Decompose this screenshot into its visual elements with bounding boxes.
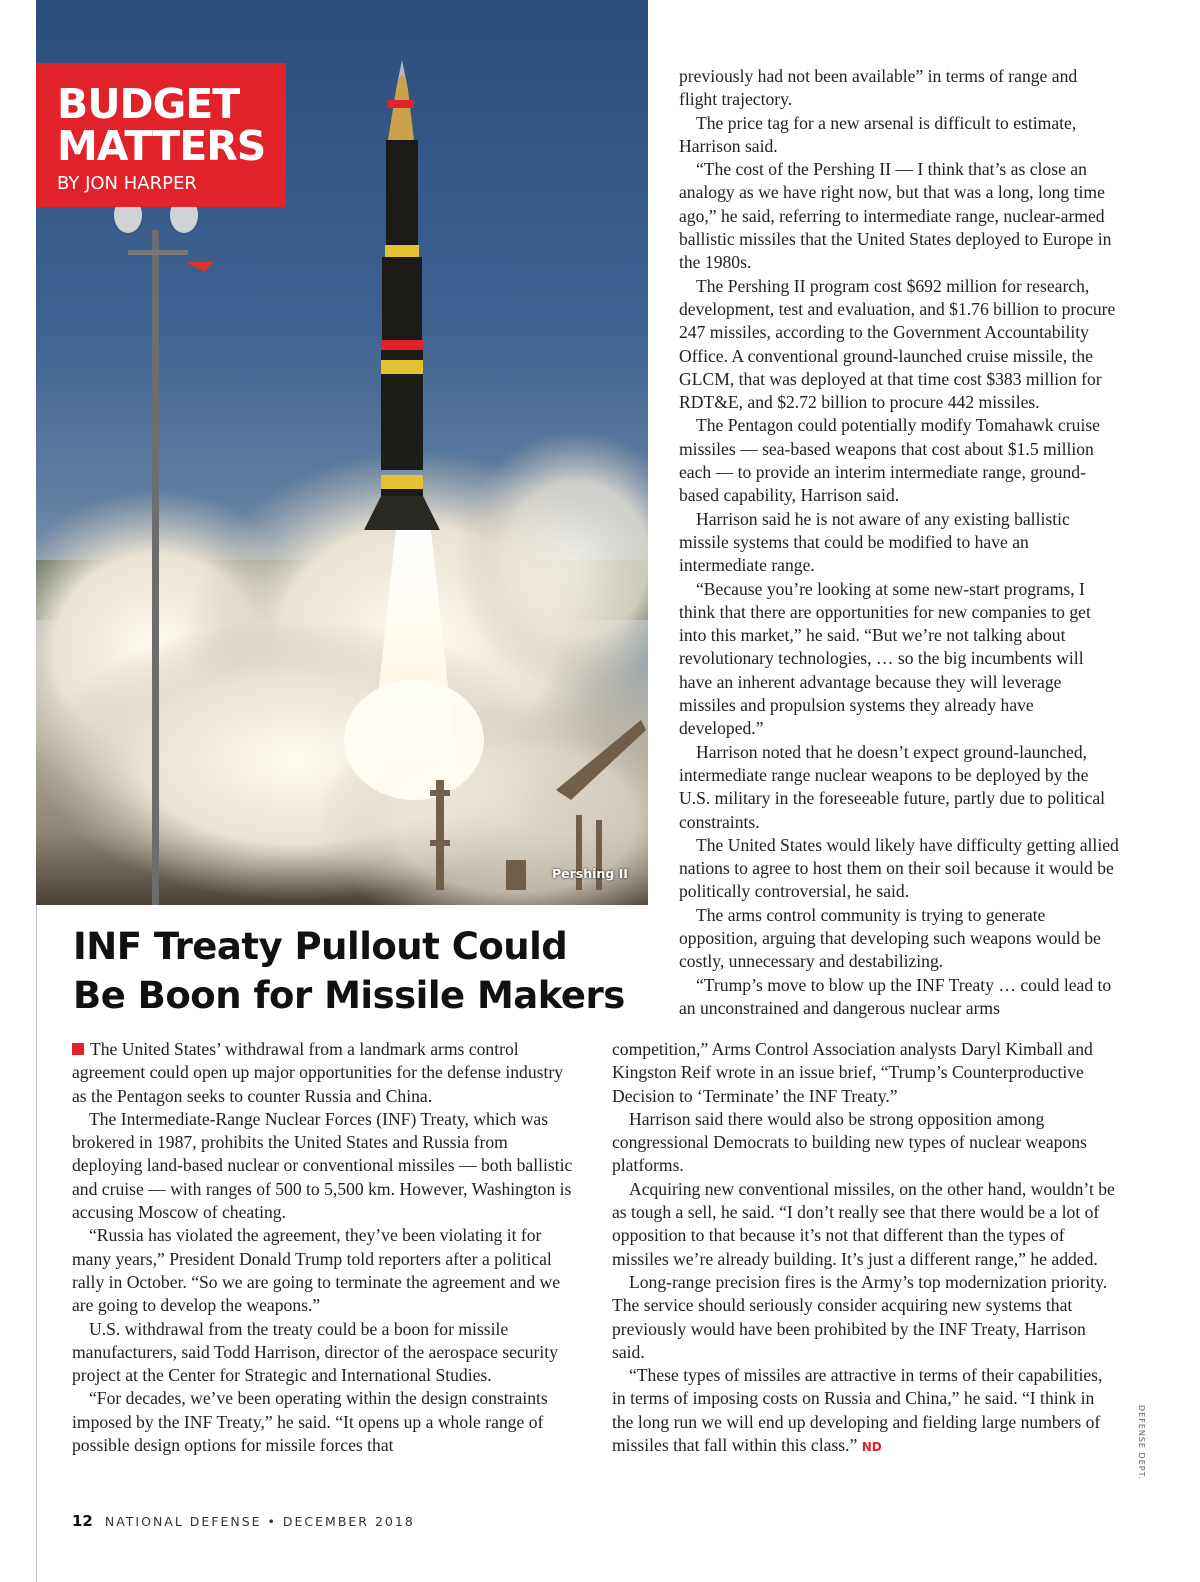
paragraph: competition,” Arms Control Association analysts Daryl Kimball and Kingston Reif wrote in an issue brief, “Trump’s Counterproductive Decision to ‘Terminate’ the INF Treaty.” xyxy=(612,1039,1093,1106)
paragraph: Harrison said he is not aware of any existing ballistic missile systems that could be modified to have an intermediate range. xyxy=(679,508,1070,576)
paragraph: The price tag for a new arsenal is difficult to estimate, Harrison said. xyxy=(679,112,1077,156)
paragraph: “Because you’re looking at some new-start programs, I think that there are opportunities for new companies to get into this market,” he said. “But we’re not talking about revolutionary technologies, … so the big incumbents will have an inherent advantage because they will leverage missiles and propulsion systems they already have developed.” xyxy=(679,578,1091,739)
end-mark: ND xyxy=(861,1440,882,1455)
paragraph xyxy=(612,1364,1119,1459)
paragraph: The Intermediate-Range Nuclear Forces (INF) Treaty, which was brokered in 1987, prohibits the United States and Russia from deploying land-based nuclear or conventional missiles — both ballistic and cruise — with ranges of 500 to 5,500 km. However, Washington is accusing Moscow of cheating. xyxy=(72,1108,573,1223)
paragraph: The Pentagon could potentially modify Tomahawk cruise missiles — sea-based weapons that cost about $1.5 million each — to provide an interim intermediate range, ground-based capability, Harrison said. xyxy=(679,415,1100,506)
body-column-left xyxy=(72,1038,580,1457)
photo-credit: DEFENSE DEPT. xyxy=(1137,1405,1146,1481)
rubric-title-line2: MATTERS xyxy=(57,122,266,170)
paragraph: The arms control community is trying to generate opposition, arguing that developing such weapons would be costly, unnecessary and destabilizing. xyxy=(679,904,1101,972)
publication-info: NATIONAL DEFENSE • DECEMBER 2018 xyxy=(104,1514,415,1529)
body-column-right-bottom xyxy=(612,1038,1119,1459)
paragraph xyxy=(72,1038,580,1108)
paragraph: “The cost of the Pershing II — I think that’s as close an analogy as we have right now, but that was a long, long time ago,” he said, referring to intermediate range, nuclear-armed ballistic missiles that the United States deployed to Europe in the 1980s. xyxy=(679,159,1112,273)
paragraph: “For decades, we’ve been operating within the design constraints imposed by the INF Treaty,” he said. “It opens up a whole range of possible design options for missile forces that xyxy=(72,1388,548,1456)
rubric-title-line1: BUDGET xyxy=(57,80,240,128)
headline-line2: Be Boon for Missile Makers xyxy=(73,974,625,1017)
paragraph: “Trump’s move to blow up the INF Treaty … could lead to an unconstrained and dangerous nuclear arms xyxy=(679,974,1112,1018)
page-footer xyxy=(72,1512,415,1530)
paragraph: previously had not been available” in terms of range and flight trajectory. xyxy=(679,66,1078,110)
article-headline xyxy=(73,922,653,1020)
headline-line1: INF Treaty Pullout Could xyxy=(73,925,568,968)
paragraph: U.S. withdrawal from the treaty could be a boon for missile manufacturers, said Todd Harrison, director of the aerospace security project at the Center for Strategic and International Studies. xyxy=(72,1318,558,1386)
page-edge-rule xyxy=(36,905,37,1582)
page-number: 12 xyxy=(72,1512,93,1530)
paragraph: Harrison noted that he doesn’t expect ground-launched, intermediate range nuclear weapons to be deployed by the U.S. military in the foreseeable future, partly due to political constraints. xyxy=(679,741,1106,832)
body-column-right-top xyxy=(679,65,1119,1020)
paragraph-text: The United States’ withdrawal from a landmark arms control agreement could open up major opportunities for the defense industry as the Pentagon seeks to counter Russia and China. xyxy=(72,1039,564,1106)
photo-caption: Pershing II xyxy=(552,866,628,881)
lead-square-icon xyxy=(72,1043,84,1055)
paragraph: “Russia has violated the agreement, they’ve been violating it for many years,” President Donald Trump told reporters after a political rally in October. “So we are going to terminate the agreement and we are going to develop the weapons.” xyxy=(72,1225,561,1316)
paragraph-text: “These types of missiles are attractive in terms of their capabilities, in terms of imposing costs on Russia and China,” he said. “I think in the long run we will end up developing and fielding large numbers of missiles that fall within this class.” xyxy=(612,1365,1103,1456)
paragraph: The United States would likely have difficulty getting allied nations to agree to host them on their soil because it would be politically controversial, he said. xyxy=(679,834,1119,902)
byline: BY JON HARPER xyxy=(57,173,197,194)
paragraph: Acquiring new conventional missiles, on the other hand, wouldn’t be as tough a sell, he said. “I don’t really see that there would be a lot of opposition to that because it’s not that different than the types of missiles we’re already building. It’s just a different range,” he added. xyxy=(612,1178,1115,1269)
paragraph: The Pershing II program cost $692 million for research, development, test and evaluation, and $1.76 billion to procure 247 missiles, according to the Government Accountability Office. A conventional ground-launched cruise missile, the GLCM, that was deployed at that time cost $383 million for RDT&E, and $2.72 billion to procure 442 missiles. xyxy=(679,275,1116,413)
section-rubric xyxy=(36,63,286,207)
paragraph: Harrison said there would also be strong opposition among congressional Democrats to building new types of nuclear weapons platforms. xyxy=(612,1108,1087,1176)
paragraph: Long-range precision fires is the Army’s top modernization priority. The service should seriously consider acquiring new systems that previously would have been prohibited by the INF Treaty, Harrison said. xyxy=(612,1271,1108,1362)
